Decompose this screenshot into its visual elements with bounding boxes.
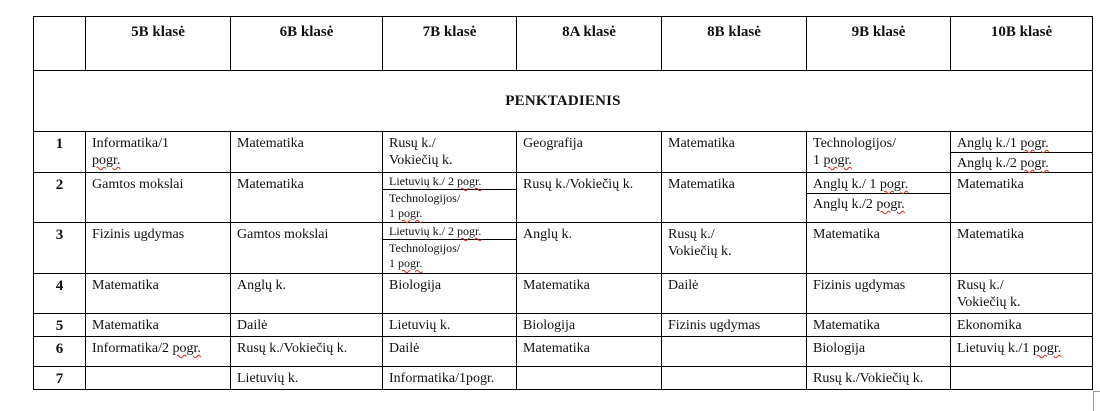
- lesson-cell: [807, 274, 951, 314]
- lesson-line: Lietuvių k.: [237, 371, 299, 386]
- lesson-text: [807, 314, 950, 336]
- lesson-cell: [383, 274, 517, 314]
- lesson-number: 7: [34, 367, 86, 390]
- lesson-line: Biologija: [389, 278, 442, 293]
- lesson-cell: [951, 173, 1093, 223]
- spellcheck-mark: pogr.: [1020, 156, 1049, 171]
- lesson-cell: [951, 274, 1093, 314]
- lesson-row: [34, 314, 1093, 337]
- lesson-text: [951, 367, 1092, 372]
- lesson-text: [662, 337, 806, 342]
- class-header: 8B klasė: [662, 17, 807, 71]
- lesson-text: [951, 223, 1092, 245]
- class-header-row: [34, 17, 1093, 71]
- lesson-cell: [662, 367, 807, 390]
- sub-lesson: Lietuvių k./ 2 pogr.: [389, 224, 482, 238]
- lesson-cell: [383, 223, 517, 274]
- lesson-text: [662, 223, 806, 262]
- class-header: 9B klasė: [807, 17, 951, 71]
- lesson-text: [517, 223, 661, 245]
- lesson-cell: [86, 367, 231, 390]
- lesson-line: Vokiečių k.: [668, 244, 732, 259]
- lesson-text: [951, 274, 1092, 313]
- lesson-text: [807, 223, 950, 245]
- lesson-text: [231, 173, 382, 195]
- lesson-text: [951, 173, 1092, 195]
- lesson-text: [517, 132, 661, 154]
- lesson-cell: [86, 223, 231, 274]
- lesson-cell: [807, 223, 951, 274]
- lesson-text: [383, 274, 516, 296]
- lesson-line: Rusų k./: [957, 278, 1004, 293]
- lesson-line: Rusų k./: [389, 136, 436, 151]
- lesson-line: Matematika: [92, 318, 159, 333]
- spellcheck-mark: pogr.: [879, 177, 909, 192]
- lesson-text: [662, 173, 806, 195]
- lesson-line: Dailė: [237, 318, 268, 333]
- spellcheck-mark: pogr.: [1020, 136, 1049, 151]
- lesson-row: [34, 173, 1093, 223]
- lesson-cell: [231, 337, 383, 367]
- sub-lesson: [383, 189, 516, 221]
- lesson-text: [662, 274, 806, 296]
- lesson-line: Informatika/1: [92, 136, 169, 151]
- lesson-cell: [951, 223, 1093, 274]
- lesson-cell: [86, 337, 231, 367]
- lesson-row: [34, 223, 1093, 274]
- lesson-cell: [86, 132, 231, 173]
- sub-lesson: Anglų k./2 pogr.: [951, 152, 1092, 172]
- lesson-line: Gamtos mokslai: [92, 177, 184, 192]
- lesson-cell: [383, 132, 517, 173]
- page-edge-marker: [1093, 391, 1100, 411]
- lesson-text: [231, 367, 382, 389]
- lesson-text: [951, 314, 1092, 336]
- lesson-text: [383, 314, 516, 336]
- lesson-text: [517, 173, 661, 195]
- lesson-text: [517, 274, 661, 296]
- lesson-line: Informatika/2 pogr.: [92, 341, 201, 356]
- sub-lesson: Anglų k./1 pogr.: [957, 136, 1049, 151]
- lesson-line: Anglų k.: [237, 278, 286, 293]
- lesson-text: [807, 132, 950, 171]
- lesson-line: Vokiečių k.: [957, 295, 1021, 310]
- lesson-line: Biologija: [813, 341, 866, 356]
- day-row: [34, 71, 1093, 132]
- lesson-number: 2: [34, 173, 86, 223]
- lesson-line: [92, 152, 224, 169]
- lesson-number: 1: [34, 132, 86, 173]
- sub-lesson-line: 1 pogr.: [389, 256, 423, 270]
- lesson-line: Matematika: [92, 278, 159, 293]
- lesson-line: Gamtos mokslai: [237, 227, 329, 242]
- schedule-table: [33, 16, 1093, 390]
- lesson-line: Anglų k.: [523, 227, 572, 242]
- lesson-line: Lietuvių k.: [389, 318, 451, 333]
- lesson-line: Matematika: [957, 177, 1024, 192]
- sub-lesson: Anglų k./2 pogr.: [807, 193, 950, 213]
- lesson-line: Vokiečių k.: [389, 153, 453, 168]
- lesson-line: Matematika: [523, 278, 590, 293]
- lesson-text: [662, 132, 806, 154]
- lesson-cell: [231, 173, 383, 223]
- lesson-cell: [517, 274, 662, 314]
- lesson-text: [86, 367, 230, 372]
- corner-cell: [34, 17, 86, 71]
- spellcheck-mark: pogr.: [457, 174, 482, 188]
- lesson-line: Matematika: [523, 341, 590, 356]
- sub-lesson: Anglų k./ 1 pogr.: [813, 177, 909, 192]
- lesson-cell: [231, 132, 383, 173]
- lesson-cell: [517, 173, 662, 223]
- lesson-number: 4: [34, 274, 86, 314]
- lesson-text: [86, 132, 230, 171]
- lesson-cell: [662, 173, 807, 223]
- spellcheck-mark: pogr.: [823, 153, 852, 168]
- lesson-line: 1 pogr.: [813, 153, 852, 168]
- lesson-row: [34, 367, 1093, 390]
- lesson-line: Rusų k./Vokiečių k.: [237, 341, 348, 356]
- lesson-text: [86, 314, 230, 336]
- lesson-cell: [231, 274, 383, 314]
- sub-lesson: Lietuvių k./ 2 pogr.: [389, 174, 482, 188]
- spellcheck-mark: pogr.: [172, 341, 201, 356]
- lesson-cell: [951, 314, 1093, 337]
- lesson-cell: [383, 337, 517, 367]
- class-header: 7B klasė: [383, 17, 517, 71]
- class-header: 5B klasė: [86, 17, 231, 71]
- lesson-line: Ekonomika: [957, 318, 1022, 333]
- lesson-line: Rusų k./Vokiečių k.: [523, 177, 634, 192]
- lesson-cell: [231, 223, 383, 274]
- lesson-text: [383, 367, 516, 389]
- lesson-line: Matematika: [668, 177, 735, 192]
- spellcheck-mark: pogr.: [1032, 341, 1062, 356]
- lesson-rows: [34, 132, 1093, 390]
- sub-lesson-line: 1 pogr.: [389, 206, 423, 220]
- lesson-cell: [662, 337, 807, 367]
- lesson-cell: [662, 132, 807, 173]
- lesson-row: [34, 132, 1093, 173]
- lesson-row: [34, 274, 1093, 314]
- lesson-line: Fizinis ugdymas: [668, 318, 761, 333]
- lesson-text: [517, 337, 661, 359]
- lesson-cell: [807, 337, 951, 367]
- lesson-line: Informatika/1pogr.: [389, 371, 495, 386]
- lesson-cell: [517, 367, 662, 390]
- lesson-line: Rusų k./Vokiečių k.: [813, 371, 924, 386]
- class-header: 6B klasė: [231, 17, 383, 71]
- lesson-text: [231, 337, 382, 359]
- lesson-cell: [662, 274, 807, 314]
- lesson-text: [383, 132, 516, 171]
- lesson-line: Matematika: [668, 136, 735, 151]
- lesson-text: [951, 337, 1092, 359]
- lesson-cell: [662, 314, 807, 337]
- lesson-cell: [383, 367, 517, 390]
- class-header: 10B klasė: [951, 17, 1093, 71]
- lesson-text: [231, 132, 382, 154]
- lesson-text: [231, 223, 382, 245]
- lesson-text: [517, 314, 661, 336]
- lesson-cell: [951, 367, 1093, 390]
- spellcheck-mark: pogr.: [92, 153, 121, 168]
- lesson-line: Dailė: [668, 278, 699, 293]
- lesson-number: 3: [34, 223, 86, 274]
- lesson-text: [86, 173, 230, 195]
- lesson-text: [86, 223, 230, 245]
- lesson-line: Fizinis ugdymas: [813, 278, 906, 293]
- lesson-cell: [807, 132, 951, 173]
- lesson-cell: [517, 132, 662, 173]
- lesson-number: 6: [34, 337, 86, 367]
- lesson-cell: [517, 314, 662, 337]
- spellcheck-mark: pogr.: [876, 197, 905, 212]
- lesson-cell: [383, 314, 517, 337]
- sub-lesson-line: Technologijos/: [389, 191, 461, 205]
- lesson-line: Matematika: [813, 227, 880, 242]
- lesson-text: [517, 367, 661, 372]
- lesson-cell: [951, 132, 1093, 173]
- lesson-number: 5: [34, 314, 86, 337]
- lesson-cell: [517, 337, 662, 367]
- lesson-cell: [807, 314, 951, 337]
- lesson-line: Matematika: [813, 318, 880, 333]
- lesson-cell: [86, 173, 231, 223]
- lesson-text: [231, 274, 382, 296]
- lesson-cell: [662, 223, 807, 274]
- lesson-line: Biologija: [523, 318, 576, 333]
- lesson-line: Lietuvių k./1 pogr.: [957, 341, 1062, 356]
- lesson-cell: [86, 274, 231, 314]
- class-header: 8A klasė: [517, 17, 662, 71]
- lesson-cell: [807, 173, 951, 223]
- lesson-line: Matematika: [237, 177, 304, 192]
- lesson-cell: [517, 223, 662, 274]
- spellcheck-mark: pogr.: [398, 256, 423, 270]
- lesson-text: [86, 337, 230, 359]
- lesson-row: [34, 337, 1093, 367]
- lesson-text: [807, 337, 950, 359]
- lesson-text: [231, 314, 382, 336]
- lesson-cell: [951, 337, 1093, 367]
- sub-lesson: [383, 239, 516, 271]
- lesson-cell: [86, 314, 231, 337]
- lesson-line: Geografija: [523, 136, 583, 151]
- lesson-text: [86, 274, 230, 296]
- lesson-text: [807, 274, 950, 296]
- lesson-cell: [231, 314, 383, 337]
- lesson-cell: [231, 367, 383, 390]
- lesson-cell: [383, 173, 517, 223]
- sub-lesson-line: Technologijos/: [389, 241, 461, 255]
- lesson-line: Technologijos/: [813, 136, 897, 151]
- spellcheck-mark: pogr.: [457, 224, 482, 238]
- lesson-line: Rusų k./: [668, 227, 715, 242]
- spellcheck-mark: pogr.: [398, 206, 423, 220]
- lesson-text: [383, 337, 516, 359]
- day-title: PENKTADIENIS: [34, 71, 1093, 132]
- lesson-text: [662, 367, 806, 372]
- lesson-line: Matematika: [237, 136, 304, 151]
- lesson-text: [662, 314, 806, 336]
- lesson-line: Matematika: [957, 227, 1024, 242]
- lesson-line: Fizinis ugdymas: [92, 227, 185, 242]
- lesson-line: Dailė: [389, 341, 420, 356]
- lesson-cell: [807, 367, 951, 390]
- lesson-text: [807, 367, 950, 389]
